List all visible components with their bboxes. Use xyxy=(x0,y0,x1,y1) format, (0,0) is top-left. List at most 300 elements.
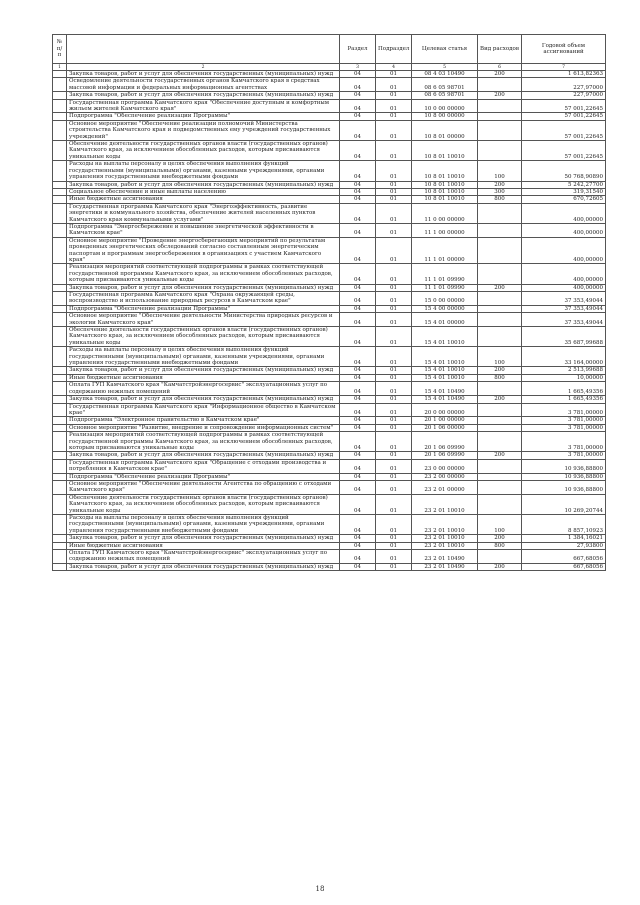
header-expense-type: Вид расходов xyxy=(478,35,522,64)
row-section-cell: 04 xyxy=(340,367,376,374)
row-num-cell xyxy=(53,264,67,284)
table-row xyxy=(53,459,606,473)
row-num-cell xyxy=(53,99,67,113)
row-expense-cell: 200 xyxy=(478,92,522,99)
row-target-cell: 15 0 00 00000 xyxy=(412,292,478,306)
row-num-cell xyxy=(53,473,67,480)
row-name-cell: Закупка товаров, работ и услуг для обеспечения государственных (муниципальных) нужд xyxy=(67,452,340,459)
row-target-cell: 23 2 00 00000 xyxy=(412,473,478,480)
row-target-cell: 15 4 01 10010 xyxy=(412,374,478,381)
column-number-row xyxy=(53,64,606,71)
row-num-cell xyxy=(53,141,67,161)
row-amount-cell: 400,00000 xyxy=(522,284,606,291)
row-name-cell: Расходы на выплаты персоналу в целях обеспечения выполнения функций государственными (муниципальными) органами, казенными учреждениями, органами управления государственными внебюджетными фондами xyxy=(67,161,340,181)
row-num-cell xyxy=(53,92,67,99)
row-name-cell: Государственная программа Камчатского края "Обеспечение доступным и комфортным жильем жителей Камчатского края" xyxy=(67,99,340,113)
table-row xyxy=(53,264,606,284)
row-subsection-cell: 01 xyxy=(376,535,412,542)
table-row xyxy=(53,535,606,542)
page-number: 18 xyxy=(315,885,325,893)
row-section-cell: 04 xyxy=(340,313,376,327)
row-section-cell: 04 xyxy=(340,181,376,188)
table-row xyxy=(53,113,606,120)
table-row xyxy=(53,196,606,203)
row-section-cell: 04 xyxy=(340,424,376,431)
row-amount-cell: 5 242,27700 xyxy=(522,181,606,188)
table-row xyxy=(53,181,606,188)
row-target-cell: 08 4 03 10490 xyxy=(412,71,478,78)
row-expense-cell xyxy=(478,78,522,92)
row-expense-cell xyxy=(478,494,522,514)
row-section-cell: 04 xyxy=(340,161,376,181)
row-subsection-cell: 01 xyxy=(376,563,412,570)
table-row xyxy=(53,292,606,306)
row-expense-cell xyxy=(478,403,522,417)
row-expense-cell xyxy=(478,305,522,312)
row-name-cell: Закупка товаров, работ и услуг для обеспечения государственных (муниципальных) нужд xyxy=(67,563,340,570)
row-expense-cell xyxy=(478,113,522,120)
row-name-cell: Государственная программа Камчатского края "Информационное общество в Камчатском крае" xyxy=(67,403,340,417)
row-section-cell: 04 xyxy=(340,292,376,306)
row-target-cell: 11 1 01 00000 xyxy=(412,237,478,264)
row-num-cell xyxy=(53,396,67,403)
row-num-cell xyxy=(53,78,67,92)
row-expense-cell: 800 xyxy=(478,196,522,203)
row-target-cell: 20 1 06 00000 xyxy=(412,424,478,431)
row-subsection-cell: 01 xyxy=(376,550,412,564)
row-subsection-cell: 01 xyxy=(376,120,412,140)
table-row xyxy=(53,515,606,535)
row-amount-cell: 37 353,49044 xyxy=(522,313,606,327)
row-expense-cell: 800 xyxy=(478,542,522,549)
row-num-cell xyxy=(53,327,67,347)
row-amount-cell: 35 687,99688 xyxy=(522,327,606,347)
row-target-cell: 11 1 01 09990 xyxy=(412,284,478,291)
row-section-cell: 04 xyxy=(340,203,376,223)
row-num-cell xyxy=(53,113,67,120)
row-target-cell: 11 1 00 00000 xyxy=(412,223,478,237)
row-target-cell: 15 4 01 00000 xyxy=(412,313,478,327)
row-section-cell: 04 xyxy=(340,382,376,396)
row-num-cell xyxy=(53,188,67,195)
row-subsection-cell: 01 xyxy=(376,237,412,264)
row-num-cell xyxy=(53,223,67,237)
row-section-cell: 04 xyxy=(340,396,376,403)
row-subsection-cell: 01 xyxy=(376,313,412,327)
row-section-cell: 04 xyxy=(340,284,376,291)
row-target-cell: 10 0 00 00000 xyxy=(412,99,478,113)
table-row xyxy=(53,473,606,480)
row-num-cell xyxy=(53,424,67,431)
row-amount-cell: 50 768,90890 xyxy=(522,161,606,181)
row-expense-cell: 200 xyxy=(478,396,522,403)
row-target-cell: 15 4 01 10010 xyxy=(412,367,478,374)
row-section-cell: 04 xyxy=(340,535,376,542)
col-number: 1 xyxy=(53,64,67,71)
row-target-cell: 15 4 01 10490 xyxy=(412,396,478,403)
row-num-cell xyxy=(53,203,67,223)
row-target-cell: 10 8 01 10010 xyxy=(412,181,478,188)
row-amount-cell: 319,31540 xyxy=(522,188,606,195)
row-num-cell xyxy=(53,347,67,367)
row-expense-cell: 200 xyxy=(478,71,522,78)
col-number: 3 xyxy=(340,64,376,71)
table-row xyxy=(53,71,606,78)
row-subsection-cell: 01 xyxy=(376,78,412,92)
row-num-cell xyxy=(53,237,67,264)
header-subsection: Подраздел xyxy=(376,35,412,64)
row-subsection-cell: 01 xyxy=(376,494,412,514)
table-row xyxy=(53,347,606,367)
row-num-cell xyxy=(53,459,67,473)
row-subsection-cell: 01 xyxy=(376,292,412,306)
row-expense-cell xyxy=(478,327,522,347)
row-name-cell: Государственная программа Камчатского края "Охрана окружающей среды, воспроизводство и использование природных ресурсов в Камчатском крае" xyxy=(67,292,340,306)
row-expense-cell: 200 xyxy=(478,367,522,374)
budget-table xyxy=(52,34,606,571)
row-target-cell: 11 0 00 00000 xyxy=(412,203,478,223)
row-section-cell: 04 xyxy=(340,196,376,203)
row-section-cell: 04 xyxy=(340,347,376,367)
row-subsection-cell: 01 xyxy=(376,71,412,78)
row-num-cell xyxy=(53,550,67,564)
row-target-cell: 15 4 01 10010 xyxy=(412,347,478,367)
row-expense-cell xyxy=(478,203,522,223)
header-amount: Годовой объем ассигнований xyxy=(522,35,606,64)
row-section-cell: 04 xyxy=(340,71,376,78)
row-amount-cell: 8 857,10923 xyxy=(522,515,606,535)
row-expense-cell: 200 xyxy=(478,452,522,459)
row-expense-cell xyxy=(478,480,522,494)
row-subsection-cell: 01 xyxy=(376,347,412,367)
row-section-cell: 04 xyxy=(340,223,376,237)
row-target-cell: 23 0 00 00000 xyxy=(412,459,478,473)
row-name-cell: Подпрограмма "Электронное правительство в Камчатском крае" xyxy=(67,417,340,424)
row-expense-cell xyxy=(478,292,522,306)
row-section-cell: 04 xyxy=(340,120,376,140)
row-subsection-cell: 01 xyxy=(376,480,412,494)
row-name-cell: Основное мероприятие "Обеспечение деятельности Министерства природных ресурсов и экологии Камчатского края" xyxy=(67,313,340,327)
row-target-cell: 10 8 00 00000 xyxy=(412,113,478,120)
row-name-cell: Закупка товаров, работ и услуг для обеспечения государственных (муниципальных) нужд xyxy=(67,535,340,542)
row-expense-cell xyxy=(478,417,522,424)
row-num-cell xyxy=(53,120,67,140)
row-num-cell xyxy=(53,374,67,381)
row-subsection-cell: 01 xyxy=(376,203,412,223)
row-name-cell: Иные бюджетные ассигнования xyxy=(67,542,340,549)
row-section-cell: 04 xyxy=(340,452,376,459)
row-expense-cell xyxy=(478,141,522,161)
table-row xyxy=(53,417,606,424)
row-amount-cell: 227,97000 xyxy=(522,92,606,99)
row-name-cell: Осведомление деятельности государственных органов Камчатского края в средствах массовой информации и федеральных информационных агентствах xyxy=(67,78,340,92)
table-row xyxy=(53,188,606,195)
row-section-cell: 04 xyxy=(340,432,376,452)
row-amount-cell: 10 269,20744 xyxy=(522,494,606,514)
row-amount-cell: 667,68056 xyxy=(522,563,606,570)
row-amount-cell: 1 613,82363 xyxy=(522,71,606,78)
row-target-cell: 23 2 01 10010 xyxy=(412,515,478,535)
row-section-cell: 04 xyxy=(340,494,376,514)
row-amount-cell: 400,00000 xyxy=(522,223,606,237)
row-amount-cell: 400,00000 xyxy=(522,203,606,223)
row-target-cell: 08 6 05 98701 xyxy=(412,92,478,99)
row-target-cell: 11 1 01 09990 xyxy=(412,264,478,284)
row-expense-cell: 300 xyxy=(478,188,522,195)
row-name-cell: Закупка товаров, работ и услуг для обеспечения государственных (муниципальных) нужд xyxy=(67,71,340,78)
row-section-cell: 04 xyxy=(340,264,376,284)
row-expense-cell xyxy=(478,237,522,264)
row-section-cell: 04 xyxy=(340,417,376,424)
row-name-cell: Закупка товаров, работ и услуг для обеспечения государственных (муниципальных) нужд xyxy=(67,367,340,374)
row-section-cell: 04 xyxy=(340,237,376,264)
table-row xyxy=(53,542,606,549)
row-num-cell xyxy=(53,417,67,424)
row-subsection-cell: 01 xyxy=(376,181,412,188)
row-subsection-cell: 01 xyxy=(376,188,412,195)
row-name-cell: Расходы на выплаты персоналу в целях обеспечения выполнения функций государственными (муниципальными) органами, казенными учреждениями, органами управления государственными внебюджетными фондами xyxy=(67,347,340,367)
row-expense-cell xyxy=(478,432,522,452)
row-expense-cell: 200 xyxy=(478,181,522,188)
row-subsection-cell: 01 xyxy=(376,327,412,347)
table-row xyxy=(53,432,606,452)
row-expense-cell xyxy=(478,382,522,396)
row-amount-cell: 10 936,88800 xyxy=(522,480,606,494)
row-amount-cell: 57 001,22645 xyxy=(522,113,606,120)
row-target-cell: 15 4 01 10490 xyxy=(412,382,478,396)
col-number: 7 xyxy=(522,64,606,71)
header-num: № п/п xyxy=(53,35,67,64)
row-num-cell xyxy=(53,563,67,570)
row-name-cell: Социальное обеспечение и иные выплаты населению xyxy=(67,188,340,195)
row-subsection-cell: 01 xyxy=(376,161,412,181)
row-amount-cell: 10 936,88800 xyxy=(522,473,606,480)
row-num-cell xyxy=(53,432,67,452)
row-name-cell: Обеспечение деятельности государственных органов власти (государственных органов) Камчатского края, за исключением обособленных расходов, которым присваиваются уникальные коды xyxy=(67,141,340,161)
col-number: 6 xyxy=(478,64,522,71)
row-section-cell: 04 xyxy=(340,459,376,473)
row-amount-cell: 37 353,49044 xyxy=(522,305,606,312)
row-expense-cell xyxy=(478,120,522,140)
row-num-cell xyxy=(53,515,67,535)
table-row xyxy=(53,141,606,161)
row-amount-cell: 37 353,49044 xyxy=(522,292,606,306)
row-target-cell: 20 1 06 09990 xyxy=(412,432,478,452)
row-subsection-cell: 01 xyxy=(376,196,412,203)
header-name xyxy=(67,35,340,64)
col-number: 5 xyxy=(412,64,478,71)
row-name-cell: Оплата ГУП Камчатского края "Камчатстройэнергосервис" эксплуатационных услуг по содержанию нежилых помещений xyxy=(67,382,340,396)
row-name-cell: Обеспечение деятельности государственных органов власти (государственных органов) Камчатского края, за исключением обособленных расходов, которым присваиваются уникальные коды xyxy=(67,494,340,514)
col-number: 4 xyxy=(376,64,412,71)
row-section-cell: 04 xyxy=(340,78,376,92)
row-expense-cell: 800 xyxy=(478,374,522,381)
row-target-cell: 10 8 01 10010 xyxy=(412,196,478,203)
row-expense-cell xyxy=(478,99,522,113)
row-subsection-cell: 01 xyxy=(376,417,412,424)
row-subsection-cell: 01 xyxy=(376,99,412,113)
row-expense-cell: 200 xyxy=(478,535,522,542)
row-name-cell: Подпрограмма "Обеспечение реализации Программы" xyxy=(67,113,340,120)
row-amount-cell: 1 665,49356 xyxy=(522,396,606,403)
row-num-cell xyxy=(53,382,67,396)
table-row xyxy=(53,424,606,431)
row-name-cell: Подпрограмма "Обеспечение реализации Программы" xyxy=(67,305,340,312)
row-target-cell: 08 6 05 98701 xyxy=(412,78,478,92)
table-row xyxy=(53,550,606,564)
row-expense-cell xyxy=(478,264,522,284)
row-subsection-cell: 01 xyxy=(376,374,412,381)
row-name-cell: Подпрограмма "Обеспечение реализации Программы" xyxy=(67,473,340,480)
row-amount-cell: 670,72605 xyxy=(522,196,606,203)
row-name-cell: Основное мероприятие "Проведение энергосберегающих мероприятий по результатам проведенных энергетических обследований согласно составленным энергетическим паспортам и программам энергосбережения в организациях с участием Камчатского края" xyxy=(67,237,340,264)
row-name-cell: Иные бюджетные ассигнования xyxy=(67,196,340,203)
row-amount-cell: 57 001,22645 xyxy=(522,120,606,140)
row-name-cell: Государственная программа Камчатского края "Энергоэффективность, развитие энергетики и коммунального хозяйства, обеспечение жителей населенных пунктов Камчатского края коммунальными услугами" xyxy=(67,203,340,223)
row-section-cell: 04 xyxy=(340,374,376,381)
row-num-cell xyxy=(53,161,67,181)
row-target-cell: 23 2 01 10490 xyxy=(412,550,478,564)
row-target-cell: 10 8 01 10010 xyxy=(412,141,478,161)
row-target-cell: 20 1 00 00000 xyxy=(412,417,478,424)
row-expense-cell xyxy=(478,424,522,431)
row-subsection-cell: 01 xyxy=(376,305,412,312)
row-num-cell xyxy=(53,403,67,417)
row-expense-cell xyxy=(478,313,522,327)
row-section-cell: 04 xyxy=(340,473,376,480)
table-row xyxy=(53,237,606,264)
row-subsection-cell: 01 xyxy=(376,424,412,431)
row-name-cell: Подпрограмма "Энергосбережение и повышение энергетической эффективности в Камчатском крае" xyxy=(67,223,340,237)
row-amount-cell: 10,00000 xyxy=(522,374,606,381)
row-amount-cell: 27,93800 xyxy=(522,542,606,549)
table-row xyxy=(53,203,606,223)
row-num-cell xyxy=(53,196,67,203)
row-amount-cell: 227,97000 xyxy=(522,78,606,92)
row-subsection-cell: 01 xyxy=(376,382,412,396)
row-num-cell xyxy=(53,367,67,374)
table-row xyxy=(53,480,606,494)
row-section-cell: 04 xyxy=(340,92,376,99)
row-num-cell xyxy=(53,292,67,306)
table-row xyxy=(53,374,606,381)
header-target: Целевая статья xyxy=(412,35,478,64)
table-row xyxy=(53,403,606,417)
row-section-cell: 04 xyxy=(340,327,376,347)
row-expense-cell: 200 xyxy=(478,563,522,570)
row-section-cell: 04 xyxy=(340,515,376,535)
row-num-cell xyxy=(53,535,67,542)
row-target-cell: 20 1 06 09990 xyxy=(412,452,478,459)
row-subsection-cell: 01 xyxy=(376,92,412,99)
table-row xyxy=(53,92,606,99)
row-amount-cell: 400,00000 xyxy=(522,237,606,264)
row-num-cell xyxy=(53,313,67,327)
row-name-cell: Обеспечение деятельности государственных органов власти (государственных органов) Камчатского края, за исключением обособленных расходов, которым присваиваются уникальные коды xyxy=(67,327,340,347)
row-target-cell: 15 4 00 00000 xyxy=(412,305,478,312)
row-name-cell: Иные бюджетные ассигнования xyxy=(67,374,340,381)
row-target-cell: 10 8 01 10010 xyxy=(412,161,478,181)
row-name-cell: Закупка товаров, работ и услуг для обеспечения государственных (муниципальных) нужд xyxy=(67,181,340,188)
table-row xyxy=(53,284,606,291)
table-row xyxy=(53,452,606,459)
table-row xyxy=(53,313,606,327)
table-row xyxy=(53,396,606,403)
row-section-cell: 04 xyxy=(340,99,376,113)
row-section-cell: 04 xyxy=(340,113,376,120)
table-row xyxy=(53,305,606,312)
row-amount-cell: 1 384,16021 xyxy=(522,535,606,542)
row-num-cell xyxy=(53,181,67,188)
table-row xyxy=(53,382,606,396)
row-expense-cell xyxy=(478,223,522,237)
row-amount-cell: 57 001,22645 xyxy=(522,141,606,161)
row-name-cell: Основное мероприятие "Развитие, внедрение и сопровождение информационных систем" xyxy=(67,424,340,431)
row-amount-cell: 1 665,49356 xyxy=(522,382,606,396)
row-section-cell: 04 xyxy=(340,563,376,570)
row-subsection-cell: 01 xyxy=(376,459,412,473)
row-target-cell: 23 2 01 10010 xyxy=(412,542,478,549)
row-amount-cell: 33 164,00000 xyxy=(522,347,606,367)
table-row xyxy=(53,161,606,181)
table-row xyxy=(53,367,606,374)
row-name-cell: Закупка товаров, работ и услуг для обеспечения государственных (муниципальных) нужд xyxy=(67,92,340,99)
row-subsection-cell: 01 xyxy=(376,223,412,237)
row-target-cell: 10 8 01 00000 xyxy=(412,120,478,140)
row-subsection-cell: 01 xyxy=(376,264,412,284)
row-subsection-cell: 01 xyxy=(376,396,412,403)
row-subsection-cell: 01 xyxy=(376,542,412,549)
row-name-cell: Основное мероприятие "Обеспечение реализации полномочий Министерства строительства Камчатского края и подведомственных ему учреждений государственных учреждений" xyxy=(67,120,340,140)
row-section-cell: 04 xyxy=(340,188,376,195)
row-expense-cell xyxy=(478,550,522,564)
row-num-cell xyxy=(53,71,67,78)
row-subsection-cell: 01 xyxy=(376,367,412,374)
header-section: Раздел xyxy=(340,35,376,64)
row-amount-cell: 400,00000 xyxy=(522,264,606,284)
row-amount-cell: 3 781,00000 xyxy=(522,417,606,424)
row-subsection-cell: 01 xyxy=(376,403,412,417)
table-body xyxy=(53,71,606,571)
table-row xyxy=(53,563,606,570)
row-name-cell: Основное мероприятие "Обеспечение деятельности Агентства по обращению с отходами Камчатского края" xyxy=(67,480,340,494)
row-num-cell xyxy=(53,542,67,549)
row-expense-cell: 100 xyxy=(478,347,522,367)
row-subsection-cell: 01 xyxy=(376,515,412,535)
row-name-cell: Реализация мероприятий соответствующей подпрограммы в рамках соответствующей государственной программы Камчатского края, за исключением обособленных расходов, которым присваиваются уникальные коды xyxy=(67,432,340,452)
row-name-cell: Закупка товаров, работ и услуг для обеспечения государственных (муниципальных) нужд xyxy=(67,396,340,403)
row-target-cell: 23 2 01 10010 xyxy=(412,535,478,542)
row-target-cell: 23 2 01 00000 xyxy=(412,480,478,494)
row-expense-cell xyxy=(478,459,522,473)
row-amount-cell: 3 781,00000 xyxy=(522,403,606,417)
row-amount-cell: 667,68056 xyxy=(522,550,606,564)
row-name-cell: Реализация мероприятий соответствующей подпрограммы в рамках соответствующей государственной программы Камчатского края, за исключением обособленных расходов, которым присваиваются уникальные коды xyxy=(67,264,340,284)
row-target-cell: 20 0 00 00000 xyxy=(412,403,478,417)
row-amount-cell: 3 781,00000 xyxy=(522,424,606,431)
table-row xyxy=(53,223,606,237)
row-target-cell: 10 8 01 10010 xyxy=(412,188,478,195)
row-subsection-cell: 01 xyxy=(376,284,412,291)
row-section-cell: 04 xyxy=(340,141,376,161)
row-expense-cell: 200 xyxy=(478,284,522,291)
budget-table-sheet xyxy=(52,34,605,571)
row-name-cell: Государственная программа Камчатского края "Обращение с отходами производства и потребления в Камчатском крае" xyxy=(67,459,340,473)
row-name-cell: Расходы на выплаты персоналу в целях обеспечения выполнения функций государственными (муниципальными) органами, казенными учреждениями, органами управления государственными внебюджетными фондами xyxy=(67,515,340,535)
row-amount-cell: 2 513,99688 xyxy=(522,367,606,374)
table-row xyxy=(53,99,606,113)
row-subsection-cell: 01 xyxy=(376,432,412,452)
